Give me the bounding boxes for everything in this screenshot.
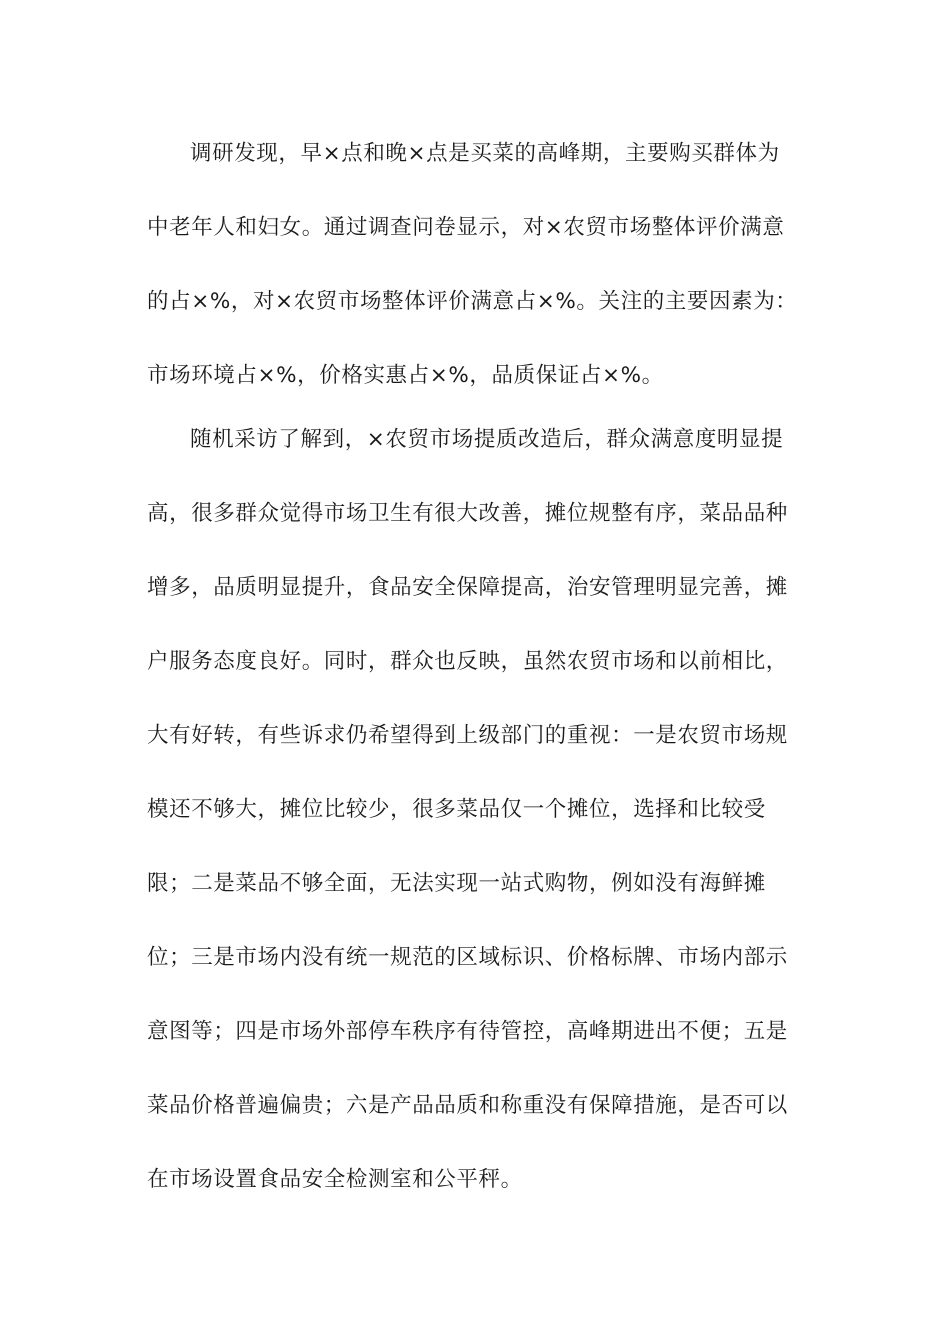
- text-line: 调研发现，早×点和晚×点是买菜的高峰期，主要购买群体为: [190, 141, 780, 166]
- text-line: 在市场设置食品安全检测室和公平秤。: [147, 1167, 523, 1192]
- text-line: 的占×%，对×农贸市场整体评价满意占×%。关注的主要因素为：: [147, 289, 798, 314]
- text-line: 菜品价格普遍偏贵；六是产品品质和称重没有保障措施，是否可以: [147, 1093, 788, 1118]
- text-line: 模还不够大，摊位比较少，很多菜品仅一个摊位，选择和比较受: [147, 797, 766, 822]
- text-line: 中老年人和妇女。通过调查问卷显示，对×农贸市场整体评价满意: [147, 215, 785, 240]
- text-line: 随机采访了解到，×农贸市场提质改造后，群众满意度明显提: [190, 427, 784, 452]
- text-line: 户服务态度良好。同时，群众也反映，虽然农贸市场和以前相比，: [147, 649, 788, 674]
- text-line: 大有好转，有些诉求仍希望得到上级部门的重视：一是农贸市场规: [147, 723, 788, 748]
- text-line: 市场环境占×%，价格实惠占×%，品质保证占×%。: [147, 363, 664, 388]
- text-line: 高，很多群众觉得市场卫生有很大改善，摊位规整有序，菜品品种: [147, 501, 788, 526]
- text-line: 意图等；四是市场外部停车秩序有待管控，高峰期进出不便；五是: [147, 1019, 788, 1044]
- text-line: 限；二是菜品不够全面，无法实现一站式购物，例如没有海鲜摊: [147, 871, 766, 896]
- text-line: 增多，品质明显提升，食品安全保障提高，治安管理明显完善，摊: [147, 575, 788, 600]
- text-line: 位；三是市场内没有统一规范的区域标识、价格标牌、市场内部示: [147, 945, 788, 970]
